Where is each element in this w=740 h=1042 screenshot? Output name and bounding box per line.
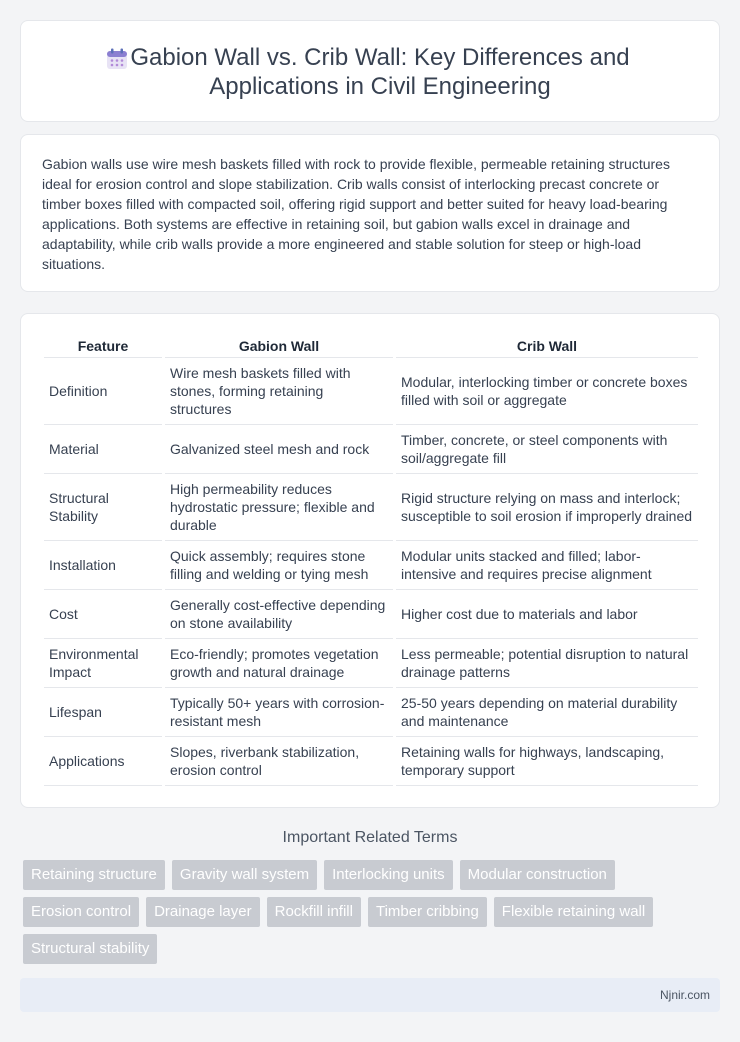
footer: [20, 978, 720, 1012]
related-term-tag[interactable]: Rockfill infill: [267, 897, 361, 927]
gabion-cell: Quick assembly; requires stone filling and welding or tying mesh: [165, 541, 393, 590]
crib-cell: Less permeable; potential disruption to natural drainage patterns: [396, 639, 698, 688]
feature-cell: Definition: [44, 358, 162, 425]
related-term-tag[interactable]: Timber cribbing: [368, 897, 487, 927]
table-row: [44, 639, 698, 688]
comparison-card: [20, 313, 720, 808]
table-header-row: [44, 334, 698, 358]
table-row: [44, 358, 698, 425]
crib-cell: Retaining walls for highways, landscaping, temporary support: [396, 737, 698, 786]
intro-card: [20, 134, 720, 292]
feature-cell: Installation: [44, 541, 162, 590]
crib-cell: Timber, concrete, or steel components with soil/aggregate fill: [396, 425, 698, 474]
crib-cell: Modular, interlocking timber or concrete boxes filled with soil or aggregate: [396, 358, 698, 425]
footer-site-link[interactable]: Njnir.com: [659, 988, 710, 1002]
crib-cell: Modular units stacked and filled; labor-intensive and requires precise alignment: [396, 541, 698, 590]
feature-cell: Applications: [44, 737, 162, 786]
gabion-cell: Slopes, riverbank stabilization, erosion control: [165, 737, 393, 786]
table-row: [44, 541, 698, 590]
related-term-tag[interactable]: Interlocking units: [324, 860, 453, 890]
column-header-gabion: Gabion Wall: [165, 334, 393, 358]
column-header-feature: Feature: [44, 334, 162, 358]
intro-paragraph: Gabion walls use wire mesh baskets filled with rock to provide flexible, permeable retaining structures ideal for erosion control and slope stabilization. Crib walls consist of interlocking precast concrete or timber boxes filled with compacted soil, offering rigid support and better suited for heavy load-bearing applications. Both systems are effective in retaining soil, but gabion walls excel in drainage and adaptability, while crib walls provide a more engineered and stable solution for steep or high-load situations.: [42, 156, 670, 272]
page-title: Gabion Wall vs. Crib Wall: Key Differences and Applications in Civil Engineering: [130, 44, 630, 100]
gabion-cell: Eco-friendly; promotes vegetation growth and natural drainage: [165, 639, 393, 688]
table-row: [44, 688, 698, 737]
related-term-tag[interactable]: Flexible retaining wall: [494, 897, 653, 927]
crib-cell: Rigid structure relying on mass and interlock; susceptible to soil erosion if improperly drained: [396, 474, 698, 541]
gabion-cell: High permeability reduces hydrostatic pressure; flexible and durable: [165, 474, 393, 541]
table-row: [44, 474, 698, 541]
feature-cell: Lifespan: [44, 688, 162, 737]
column-header-crib: Crib Wall: [396, 334, 698, 358]
feature-cell: Cost: [44, 590, 162, 639]
gabion-cell: Typically 50+ years with corrosion-resistant mesh: [165, 688, 393, 737]
related-term-tag[interactable]: Drainage layer: [146, 897, 260, 927]
related-terms-heading: Important Related Terms: [282, 829, 458, 846]
crib-cell: 25-50 years depending on material durability and maintenance: [396, 688, 698, 737]
related-terms-list: [23, 860, 723, 964]
comparison-table: [41, 334, 701, 786]
related-term-tag[interactable]: Retaining structure: [23, 860, 165, 890]
table-row: [44, 425, 698, 474]
gabion-cell: Generally cost-effective depending on stone availability: [165, 590, 393, 639]
feature-cell: Structural Stability: [44, 474, 162, 541]
table-row: [44, 590, 698, 639]
title-card: [20, 20, 720, 122]
table-row: [44, 737, 698, 786]
gabion-cell: Wire mesh baskets filled with stones, forming retaining structures: [165, 358, 393, 425]
related-term-tag[interactable]: Gravity wall system: [172, 860, 317, 890]
related-term-tag[interactable]: Structural stability: [23, 934, 157, 964]
feature-cell: Material: [44, 425, 162, 474]
crib-cell: Higher cost due to materials and labor: [396, 590, 698, 639]
feature-cell: Environmental Impact: [44, 639, 162, 688]
related-term-tag[interactable]: Modular construction: [460, 860, 615, 890]
related-term-tag[interactable]: Erosion control: [23, 897, 139, 927]
gabion-cell: Galvanized steel mesh and rock: [165, 425, 393, 474]
